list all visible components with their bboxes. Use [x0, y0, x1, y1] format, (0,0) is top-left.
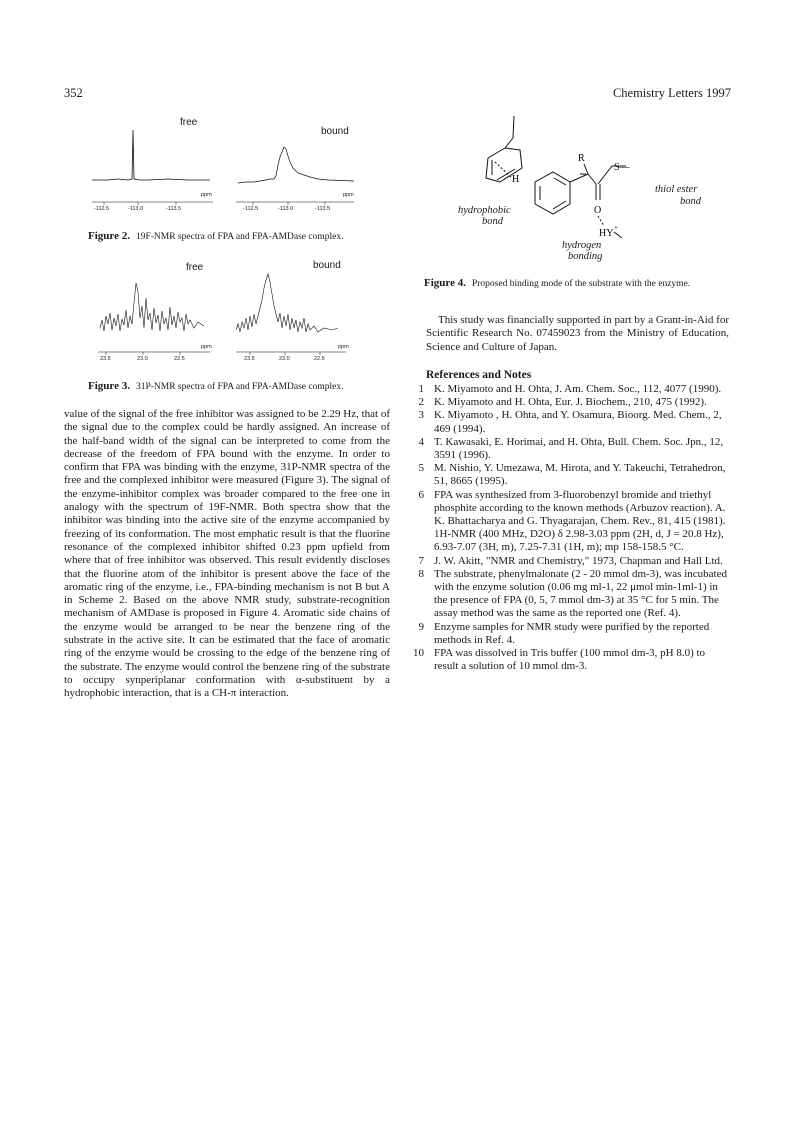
reference-item: 10 FPA was dissolved in Tris buffer (100 mmol dm-3, pH 8.0) to result a solution of 10 mmol dm-3.	[413, 647, 706, 673]
caption-label: Figure 3.	[88, 380, 130, 392]
tick-label: 22.5	[314, 356, 325, 362]
ppm-label: ppm	[338, 344, 349, 350]
label-free: free	[180, 117, 198, 128]
spectrum-free-19f	[92, 130, 210, 180]
label-thiol-bond: bond	[680, 196, 701, 207]
spectrum-bound-31p	[236, 274, 338, 332]
tick-label: -113.5	[315, 206, 331, 212]
h-label: H	[512, 174, 520, 185]
label-thiol-ester: thiol ester	[655, 184, 698, 195]
reference-item: 8 The substrate, phenylmalonate (2 - 20 mmol dm-3), was incubated with the enzyme solution (0.06 mg ml-1, 22 μmol min-1ml-1) in the presence of FPA (0, 5, 7 mmol dm-3) at 35 °C for 5 min. The assay method was the same as the reported one (Ref. 4).	[418, 567, 727, 620]
tick-label: -112.5	[94, 206, 110, 212]
caption-label: Figure 2.	[88, 230, 130, 242]
page-number: 352	[64, 86, 83, 100]
tick-label: -113.0	[278, 206, 294, 212]
reference-item: 1 K. Miyamoto and H. Ohta, J. Am. Chem. Soc., 112, 4077 (1990).	[418, 383, 722, 395]
reference-item: 2 K. Miyamoto and H. Ohta, Eur. J. Biochem., 210, 475 (1992).	[418, 396, 707, 409]
tick-label: 23.0	[137, 356, 148, 362]
reference-item: 6 FPA was synthesized from 3-fluorobenzyl bromide and triethyl phosphite according to the known methods (Arbuzov reaction). A. K. Bhattacharya and G. Thyagarajan, Chem. Rev., 81, 415 (1981). 1H-NMR (400 MHz, D2O) δ 2.98-3.03 ppm (2H, d, J = 20.8 Hz), 6.93-7.07 (3H, m), 7.25-7.31 (1H, m); mp 158-158.5 °C.	[418, 488, 726, 554]
hy-label: HY	[599, 228, 614, 239]
running-header: Chemistry Letters 1997	[612, 86, 731, 100]
tick-label: -113.0	[128, 206, 144, 212]
tick-label: -112.5	[243, 206, 259, 212]
figure-3-spectra	[88, 258, 388, 368]
figure-2	[88, 112, 388, 222]
caption-text: Proposed binding mode of the substrate with the enzyme.	[471, 279, 691, 289]
references-title: References and Notes	[426, 369, 532, 381]
s-label: S—	[614, 162, 630, 173]
caption-text: 19F-NMR spectra of FPA and FPA-AMDase complex.	[135, 232, 344, 242]
reference-item: 7 J. W. Akitt, "NMR and Chemistry," 1973, Chapman and Hall Ltd.	[418, 554, 723, 567]
caption-text: 31P-NMR spectra of FPA and FPA-AMDase complex.	[135, 382, 344, 392]
tick-label: 23.5	[100, 356, 111, 362]
label-hydrogen: hydrogen	[562, 240, 602, 251]
label-hydrogen-bonding: bonding	[568, 251, 603, 262]
figure-3-caption	[88, 380, 343, 392]
figure-3	[88, 258, 388, 368]
body-text-left: value of the signal of the free inhibitor was assigned to be 2.29 Hz, that of the signal due to the complex could be hardly assigned. An increase of the half-band width of the signal can be interpreted to come from the decrease of the freedom of FPA bound with the enzyme. In order to confirm that FPA was binding with the enzyme, 31P-NMR spectra of the free and the complexed inhibitor were measured (Figure 3). The signal of the enzyme-inhibitor complex was broader compared to the free one in analogy with the spectrum of 19F-NMR. Both spectra show that the inhibitor was binding into the active site of the enzyme accompanied by freezing of its conformation. The most emphatic result is that the fluorine resonance of the complexed inhibitor shifted 0.23 ppm upfield from where that of free inhibitor was observed. This result evidently discloses that the fluorine atom of the inhibitor is present above the face of the aromatic ring of the enzyme, i.e., FPA-binding mechanism is not B but A in Scheme 2. Based on the above NMR study, substrate-recognition mechanism of AMDase is proposed in Figure 4. Aromatic side chains of the enzyme would be arranged to be near the benzene ring of the substrate in the active site. It can be estimated that the face of aromatic ring of the enzyme would be crossing to the edge of the benzene ring of the substrate. The enzyme would control the benzene ring of the substrate to occupy synperiplanar conformation with α-substituent by a hydrophobic interaction, that is a CH-π interaction.	[64, 408, 390, 700]
spectrum-bound-19f	[238, 147, 354, 183]
label-bound: bound	[321, 126, 349, 137]
reference-item: 3 K. Miyamoto , H. Ohta, and Y. Osamura, Bioorg. Med. Chem., 2, 469 (1994).	[418, 409, 722, 435]
label-free: free	[186, 262, 204, 273]
figure-4	[450, 112, 740, 272]
ppm-label: ppm	[343, 192, 354, 198]
reference-item: 4 T. Kawasaki, E. Horimai, and H. Ohta, Bull. Chem. Soc. Jpn., 12, 3591 (1996).	[418, 435, 724, 462]
references-list	[410, 383, 730, 673]
label-bound: bound	[313, 260, 341, 271]
tick-label: 23.0	[279, 356, 290, 362]
ppm-label: ppm	[201, 344, 212, 350]
caption-label: Figure 4.	[424, 277, 466, 289]
tick-label: -113.5	[166, 206, 182, 212]
o-label: O	[594, 205, 602, 216]
r-group-label: R	[578, 153, 585, 164]
reference-item: 9 Enzyme samples for NMR study were purified by the reported methods in Ref. 4.	[418, 620, 710, 646]
label-hydrophobic-bond: bond	[482, 216, 503, 227]
figure-4-caption	[424, 277, 690, 289]
tick-label: 23.5	[244, 356, 255, 362]
ppm-label: ppm	[201, 192, 212, 198]
reference-item: 5 M. Nishio, Y. Umezawa, M. Hirota, and Y. Takeuchi, Tetrahedron, 51, 8665 (1995).	[418, 462, 726, 488]
acknowledgement: This study was financially supported in part by a Grant-in-Aid for Scientific Research No. 07459023 from the Ministry of Education, Science and Culture of Japan.	[426, 314, 729, 353]
tick-label: 22.5	[174, 356, 185, 362]
spectrum-free-31p	[100, 283, 204, 331]
label-hydrophobic: hydrophobic	[458, 205, 511, 216]
figure-2-caption	[88, 230, 343, 242]
charge-plus: +	[614, 224, 618, 232]
